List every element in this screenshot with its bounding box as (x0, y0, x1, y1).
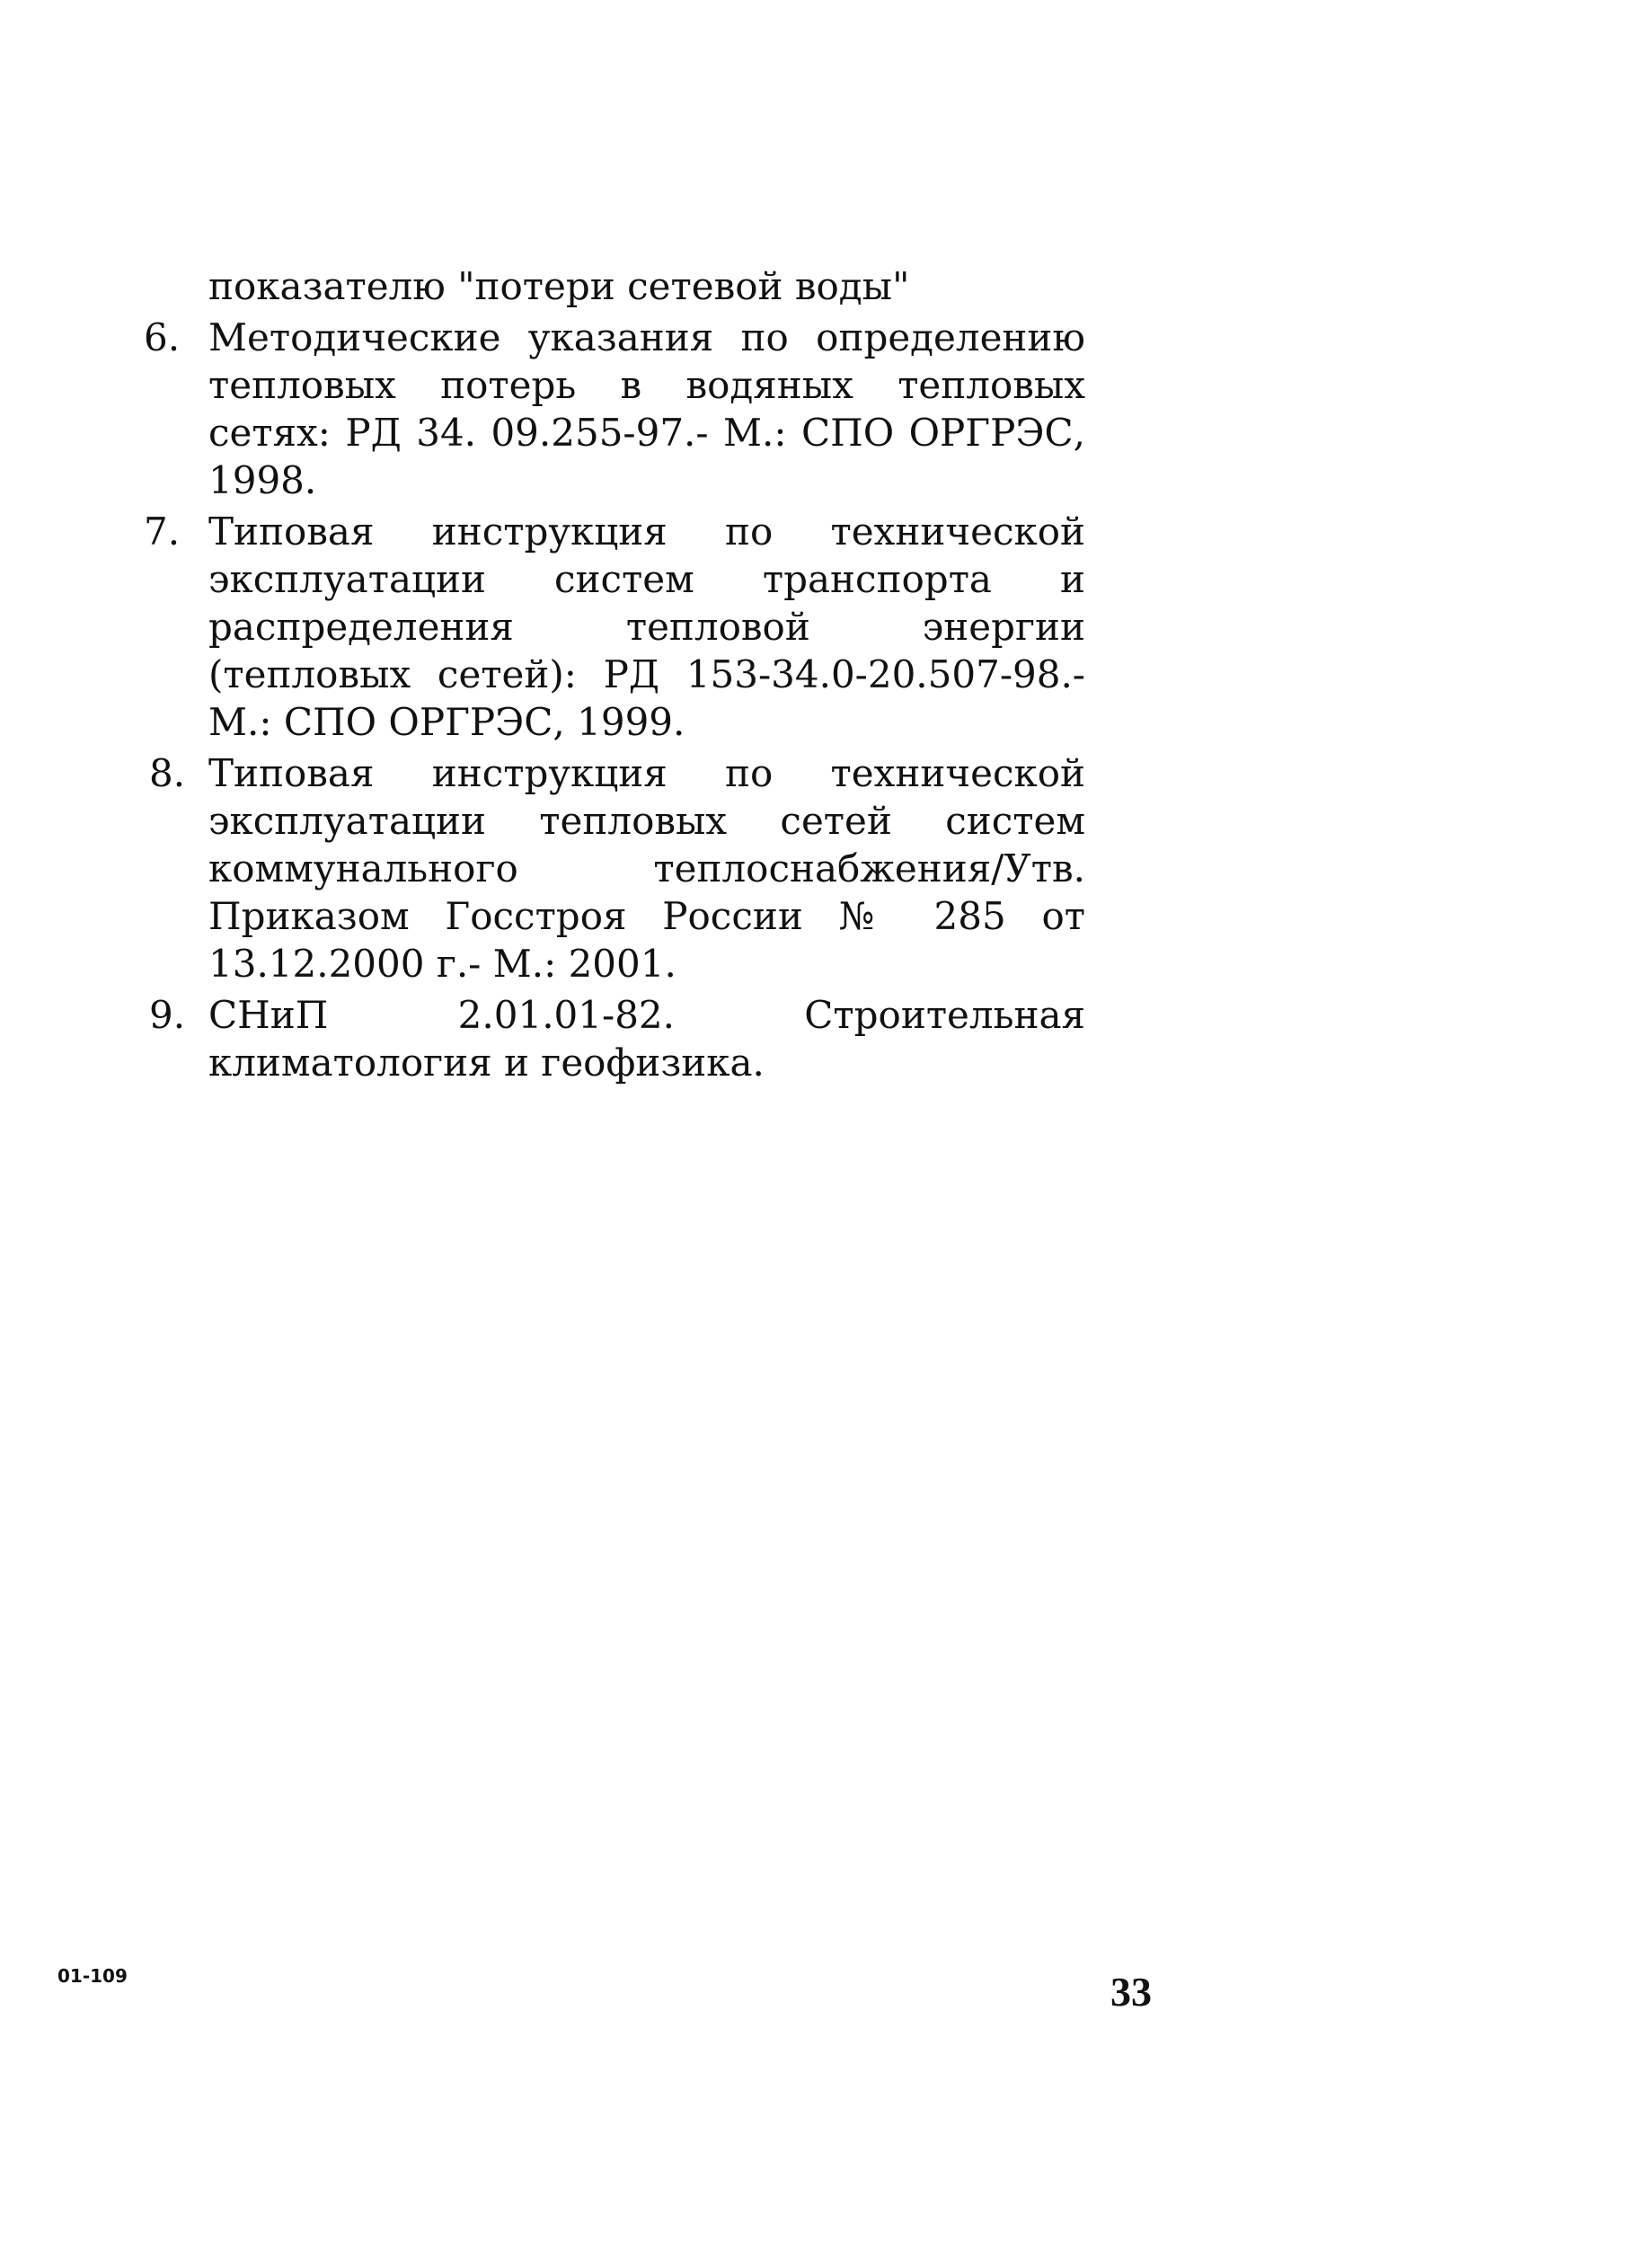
reference-item (144, 508, 1085, 746)
reference-number: 7. (144, 509, 181, 554)
reference-number: 6. (144, 315, 181, 359)
reference-item (144, 749, 1085, 988)
reference-item (144, 314, 1085, 504)
reference-number: 8. (149, 751, 186, 795)
reference-text: Методические указания по определению тепловых потерь в водяных тепловых сетях: РД 34. 09.255-97.- М.: СПО ОРГРЭС, 1998. (208, 315, 1085, 502)
reference-item (144, 991, 1085, 1086)
reference-number: 9. (149, 993, 186, 1037)
reference-continuation: показателю "потери сетевой воды" (208, 264, 910, 308)
reference-text: СНиП 2.01.01-82. Строительная климатология и геофизика. (208, 993, 1085, 1085)
reference-text: Типовая инструкция по технической эксплуатации систем транспорта и распределения тепловой энергии (тепловых сетей): РД 153-34.0-20.507-98.- М.: СПО ОРГРЭС, 1999. (208, 509, 1085, 744)
reference-list (144, 262, 1085, 1086)
document-code: 01-109 (57, 1965, 128, 1987)
page-number: 33 (1110, 1969, 1152, 2015)
reference-text: Типовая инструкция по технической эксплуатации тепловых сетей систем коммунального теплоснабжения/Утв. Приказом Госстроя России № 285 от 13.12.2000 г.- М.: 2001. (208, 751, 1085, 986)
